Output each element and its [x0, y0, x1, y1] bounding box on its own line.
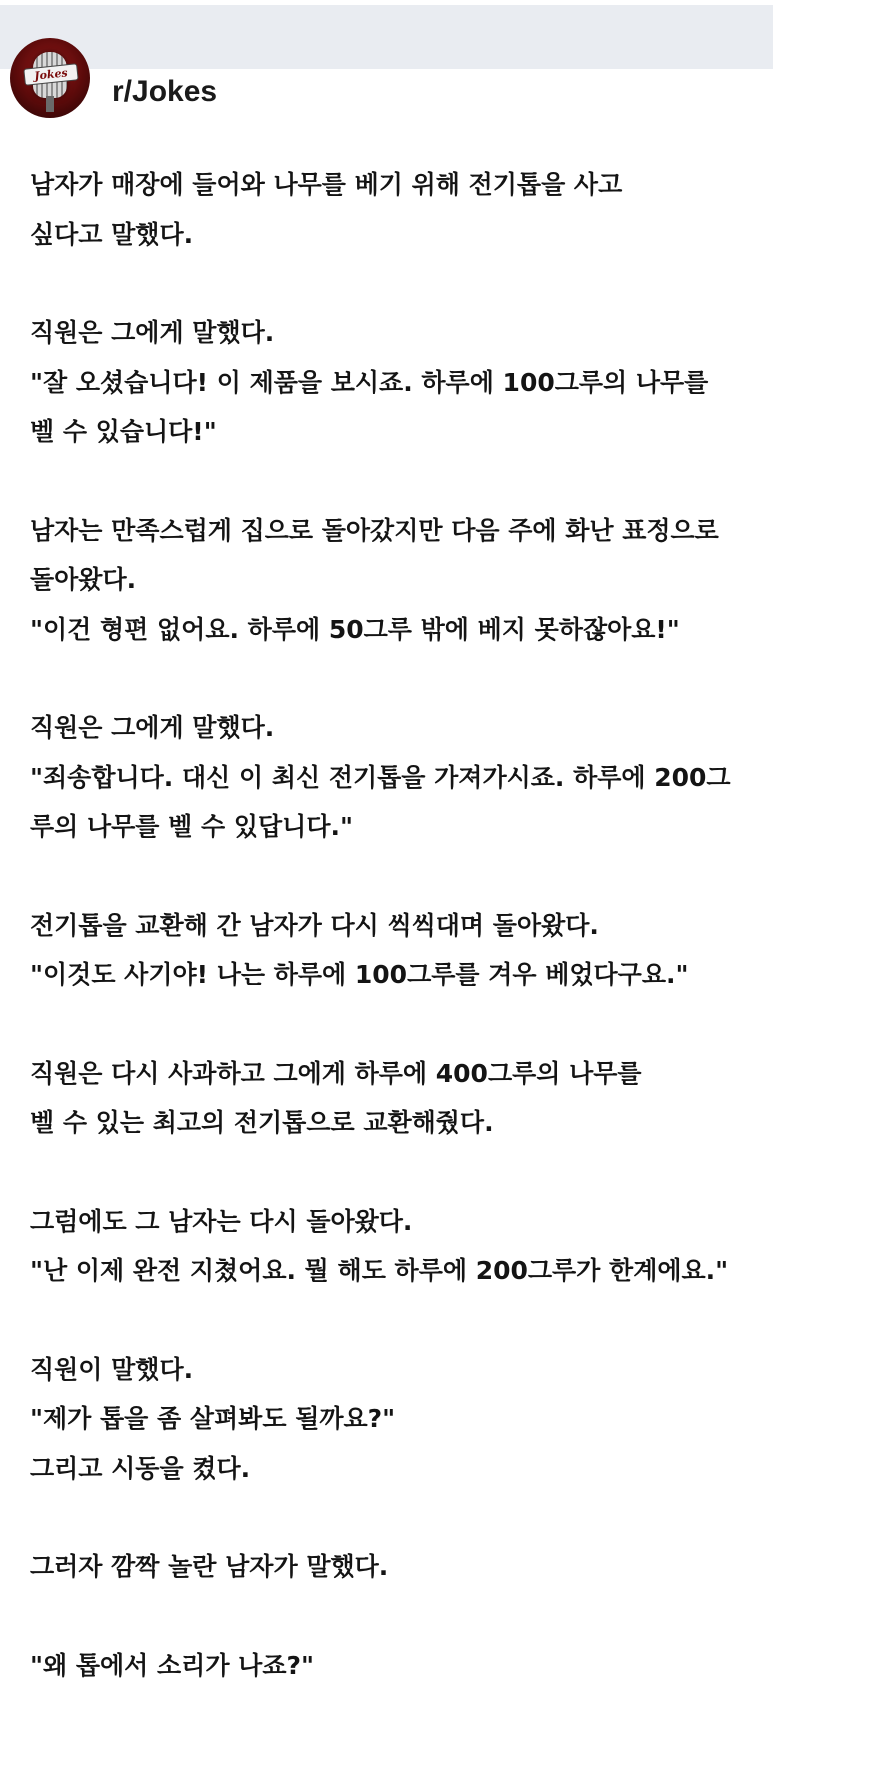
text-line: 남자는 만족스럽게 집으로 돌아갔지만 다음 주에 화난 표정으로 — [30, 515, 719, 545]
paragraph — [30, 1049, 850, 1148]
paragraph — [30, 901, 850, 1000]
post-header — [10, 38, 217, 118]
text-line: 벨 수 있습니다!" — [30, 417, 217, 446]
microphone-stand-icon — [46, 96, 54, 112]
text-line: 직원은 그에게 말했다. — [30, 318, 275, 347]
paragraph — [30, 1345, 850, 1494]
avatar-logo-text: Jokes — [23, 63, 78, 86]
paragraph — [30, 1641, 850, 1691]
text-line: "이것도 사기야! 나는 하루에 100그루를 겨우 베었다구요." — [30, 960, 689, 989]
paragraph — [30, 1197, 850, 1296]
text-line: 돌아왔다. — [30, 565, 137, 594]
paragraph — [30, 308, 850, 457]
text-line: "죄송합니다. 대신 이 최신 전기톱을 가져가시죠. 하루에 200그 — [30, 762, 731, 792]
text-line: 전기톱을 교환해 간 남자가 다시 씩씩대며 돌아왔다. — [30, 910, 599, 940]
text-line: 싶다고 말했다. — [30, 219, 194, 249]
text-line: "잘 오셨습니다! 이 제품을 보시죠. 하루에 100그루의 나무를 — [30, 367, 709, 397]
paragraph — [30, 703, 850, 852]
paragraph — [30, 1542, 850, 1592]
text-line: 직원은 다시 사과하고 그에게 하루에 400그루의 나무를 — [30, 1058, 642, 1088]
text-line: "왜 톱에서 소리가 나죠?" — [30, 1650, 315, 1680]
text-line: 그럼에도 그 남자는 다시 돌아왔다. — [30, 1206, 413, 1236]
text-line: "이건 형편 없어요. 하루에 50그루 밖에 베지 못하잖아요!" — [30, 614, 680, 644]
paragraph — [30, 160, 850, 259]
subreddit-avatar[interactable] — [10, 38, 90, 118]
text-line: 직원이 말했다. — [30, 1354, 194, 1384]
text-line: 그리고 시동을 켰다. — [30, 1453, 251, 1483]
text-line: 벨 수 있는 최고의 전기톱으로 교환해줬다. — [30, 1108, 494, 1137]
text-line: 직원은 그에게 말했다. — [30, 713, 275, 742]
subreddit-name[interactable]: r/Jokes — [112, 75, 218, 108]
post-body — [30, 160, 850, 1739]
text-line: "제가 톱을 좀 살펴봐도 될까요?" — [30, 1404, 396, 1433]
text-line: 그러자 깜짝 놀란 남자가 말했다. — [30, 1552, 389, 1581]
text-line: 남자가 매장에 들어와 나무를 베기 위해 전기톱을 사고 — [30, 170, 623, 199]
text-line: "난 이제 완전 지쳤어요. 뭘 해도 하루에 200그루가 한계에요." — [30, 1256, 729, 1285]
paragraph — [30, 506, 850, 655]
text-line: 루의 나무를 벨 수 있답니다." — [30, 812, 353, 841]
